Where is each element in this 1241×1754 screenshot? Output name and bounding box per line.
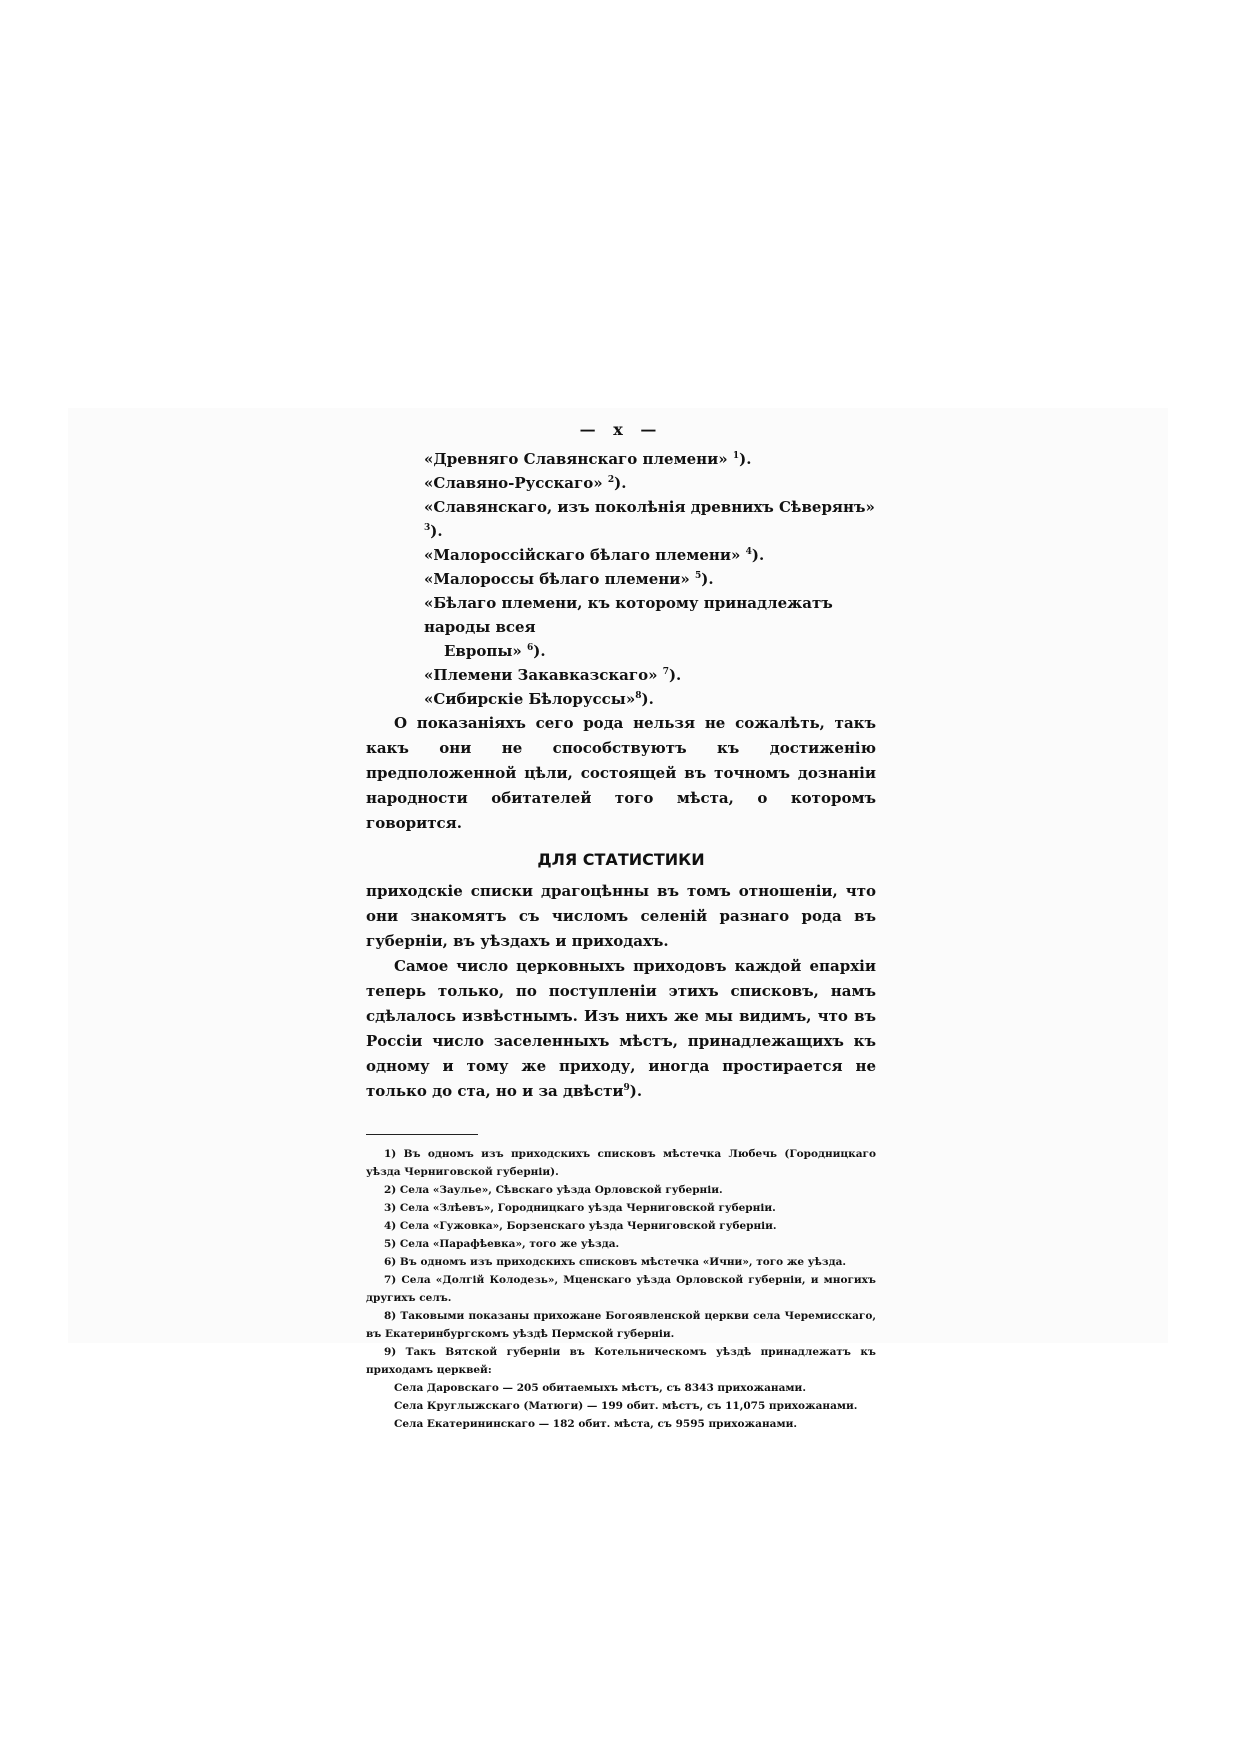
footnote-sub-item: Села Даровскаго — 205 обитаемыхъ мѣстъ, съ 8343 прихожанами.	[394, 1382, 806, 1394]
quote-line: «Славяно-Русскаго» $^2$).	[424, 474, 627, 492]
footnote-ref: 2	[607, 475, 615, 485]
quote-line: «Малороссы бѣлаго племени» $^5$).	[424, 570, 714, 588]
footnote-ref: 3	[424, 523, 431, 533]
footnote: 2) Села «Заулье», Сѣвскаго уѣзда Орловской губерніи.	[384, 1184, 723, 1196]
body-paragraph: О показаніяхъ сего рода нельзя не сожалѣть, такъ какъ они не способствуютъ къ достиженію предположенной цѣли, состоящей въ точномъ дознаніи народности обитателей того мѣста, о которомъ говорится.	[366, 714, 876, 832]
quote-list	[366, 447, 876, 711]
footnote-ref: 5	[694, 571, 702, 581]
body-paragraph: приходскіе списки драгоцѣнны въ томъ отношеніи, что они знакомятъ съ числомъ селеній разнаго рода въ губерніи, въ уѣздахъ и приходахъ.	[366, 882, 876, 950]
footnote: 3) Села «Злѣевъ», Городницкаго уѣзда Черниговской губерніи.	[384, 1202, 776, 1214]
quote-line: Европы» $^6$).	[444, 642, 546, 660]
footnote-sub-item: Села Екатерининскаго — 182 обит. мѣста, съ 9595 прихожанами.	[394, 1418, 798, 1430]
body-paragraph: Самое число церковныхъ приходовъ каждой епархіи теперь только, по поступленіи этихъ списковъ, намъ сдѣлалось извѣстнымъ. Изъ нихъ же мы видимъ, что въ Россіи число заселенныхъ мѣстъ, принадлежащихъ къ одному и тому же приходу, иногда простирается не только до ста, но и за двѣсти$^9$).	[366, 957, 876, 1100]
footnote: 5) Села «Парафѣевка», того же уѣзда.	[384, 1238, 620, 1250]
footnote: 9) Такъ Вятской губерніи въ Котельническомъ уѣздѣ принадлежатъ къ приходамъ церквей:	[366, 1346, 876, 1376]
footnote-divider	[366, 1134, 478, 1135]
quote-line: «Сибирскіе Бѣлоруссы»$^8$).	[424, 690, 654, 708]
footnote-ref: 1	[732, 451, 740, 461]
quote-line: «Славянскаго, изъ поколѣнія древнихъ Сѣверянъ» $^3$).	[424, 498, 875, 540]
footnotes	[366, 1145, 876, 1433]
footnote-ref: 8	[635, 691, 642, 701]
quote-line: «Бѣлаго племени, къ которому принадлежатъ народы всея	[424, 594, 833, 636]
page-number-header: — x —	[579, 420, 663, 439]
footnote: 4) Села «Гужовка», Борзенскаго уѣзда Черниговской губерніи.	[384, 1220, 777, 1232]
footnote-ref: 9	[623, 1083, 630, 1093]
quote-line: «Малороссійскаго бѣлаго племени» $^4$).	[424, 546, 765, 564]
footnote-ref: 7	[662, 667, 669, 677]
footnote-ref: 4	[745, 547, 752, 557]
footnote-ref: 6	[526, 643, 534, 653]
quote-line: «Племени Закавказскаго» $^7$).	[424, 666, 682, 684]
section-heading: ДЛЯ СТАТИСТИКИ	[537, 850, 705, 869]
footnote: 1) Въ одномъ изъ приходскихъ списковъ мѣстечка Любечь (Городницкаго уѣзда Черниговской губерніи).	[366, 1148, 876, 1178]
footnote: 8) Таковыми показаны прихожане Богоявленской церкви села Черемисскаго, въ Екатеринбургскомъ уѣздѣ Пермской губерніи.	[366, 1310, 876, 1340]
footnote-sub-item: Села Круглыжскаго (Матюги) — 199 обит. мѣстъ, съ 11,075 прихожанами.	[394, 1400, 858, 1412]
quote-line: «Древняго Славянскаго племени» $^1$).	[424, 450, 752, 468]
footnote: 6) Въ одномъ изъ приходскихъ списковъ мѣстечка «Ични», того же уѣзда.	[384, 1256, 847, 1268]
document-page	[366, 420, 876, 1433]
footnote: 7) Села «Долгій Колодезь», Мценскаго уѣзда Орловской губерніи, и многихъ другихъ селъ.	[366, 1274, 876, 1304]
